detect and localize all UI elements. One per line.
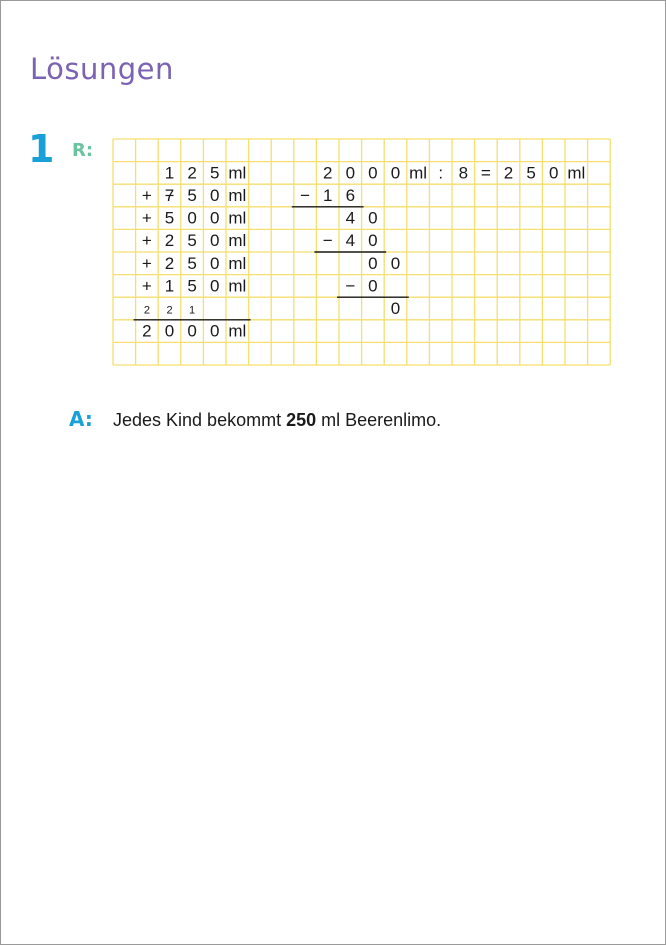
division-step-digit: 1	[322, 186, 333, 205]
division-digit: 0	[368, 163, 378, 183]
sum-digit: 2	[142, 321, 152, 341]
sum-digit: 0	[209, 321, 220, 341]
addition-digit: 0	[187, 208, 197, 228]
sum-digit: 0	[187, 321, 197, 341]
addition-digit: ml	[228, 163, 247, 183]
addition-digit: ml	[228, 208, 247, 228]
page-title: Lösungen	[30, 52, 174, 86]
division-digit: 8	[458, 163, 469, 183]
addition-digit: ml	[228, 276, 247, 296]
addition-digit: 2	[164, 253, 175, 273]
addition-digit: +	[141, 253, 152, 273]
division-digit: =	[480, 163, 491, 183]
division-step-digit: 0	[368, 208, 378, 228]
addition-digit: 2	[164, 231, 175, 251]
addition-digit: 5	[187, 186, 197, 205]
division-digit: :	[438, 163, 444, 183]
division-step-digit: −	[300, 186, 311, 205]
addition-digit: 5	[187, 231, 197, 251]
sum-digit: 0	[164, 321, 175, 341]
division-digit: ml	[567, 163, 586, 183]
addition-digit: 1	[164, 276, 175, 296]
addition-digit: 0	[209, 231, 220, 251]
carry-digit: 2	[166, 304, 173, 317]
division-digit: 2	[503, 163, 514, 183]
answer-value: 250	[286, 410, 317, 430]
addition-digit: 1	[164, 163, 175, 183]
task-number: 1	[28, 127, 55, 171]
addition-digit: 0	[209, 186, 220, 205]
addition-digit: 5	[164, 208, 175, 228]
addition-digit: 2	[187, 163, 197, 183]
division-step-digit: 0	[368, 231, 378, 251]
addition-digit: 5	[187, 253, 197, 273]
answer-label: A:	[69, 407, 93, 431]
division-step-digit: 4	[345, 231, 356, 251]
addition-digit: 0	[209, 253, 220, 273]
answer-sentence	[113, 410, 441, 431]
carry-digit: 2	[143, 304, 150, 317]
division-step-digit: −	[322, 231, 333, 251]
division-digit: 0	[345, 163, 356, 183]
division-digit: 5	[526, 163, 536, 183]
division-digit: 0	[548, 163, 559, 183]
division-step-digit: 6	[345, 186, 356, 205]
division-digit: ml	[409, 163, 428, 183]
addition-digit: 7	[164, 186, 175, 205]
division-step-digit: −	[345, 276, 356, 296]
addition-digit: +	[141, 208, 152, 228]
answer-text-end: ml Beerenlimo.	[316, 410, 442, 430]
division-step-digit: 0	[390, 299, 401, 318]
addition-digit: +	[141, 276, 152, 296]
addition-digit: 5	[209, 163, 220, 183]
division-digit: 2	[322, 163, 333, 183]
division-step-digit: 4	[345, 208, 356, 228]
addition-digit: ml	[228, 231, 247, 251]
addition-digit: +	[141, 231, 152, 251]
calculation-label: R:	[72, 140, 94, 161]
addition-digit: 0	[209, 276, 220, 296]
addition-digit: ml	[228, 253, 247, 273]
addition-digit: ml	[228, 186, 247, 205]
division-digit: 0	[390, 163, 401, 183]
addition-digit: +	[141, 186, 152, 205]
division-step-digit: 0	[368, 276, 378, 296]
addition-digit: 0	[209, 208, 220, 228]
division-step-digit: 0	[390, 253, 401, 273]
carry-digit: 1	[189, 304, 196, 317]
answer-text-start: Jedes Kind bekommt	[113, 410, 287, 430]
addition-digit: 5	[187, 276, 197, 296]
division-step-digit: 0	[368, 253, 378, 273]
sum-digit: ml	[228, 321, 247, 341]
